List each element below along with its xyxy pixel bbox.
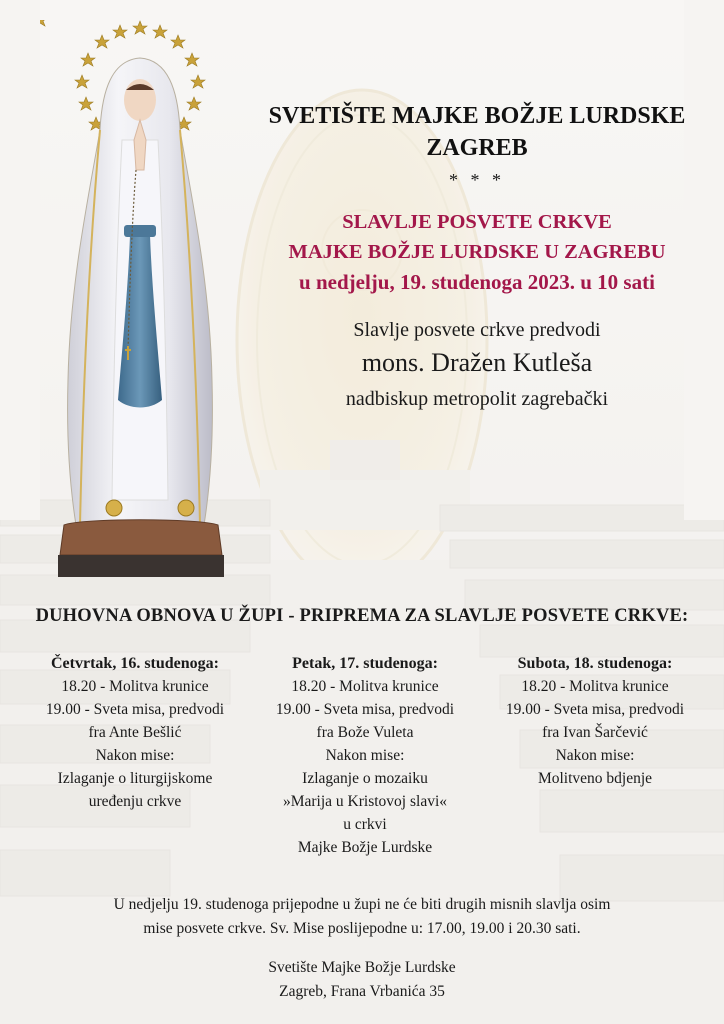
day-line: 19.00 - Sveta misa, predvodi [45,701,225,718]
note-line-1: U nedjelju 19. studenoga prijepodne u župi ne će biti drugih misnih slavlja osim [113,896,611,913]
day-line: uređenju crkve [88,793,182,810]
day-line: Izlaganje o liturgijskome [57,770,213,787]
footer-line-2: Zagreb, Frana Vrbanića 35 [279,983,445,1000]
day-line: 19.00 - Sveta misa, predvodi [505,701,685,718]
day-line: Nakon mise: [95,747,175,764]
day-line: 19.00 - Sveta misa, predvodi [275,701,455,718]
note-line-2: mise posvete crkve. Sv. Mise poslijepodne u: 17.00, 19.00 i 20.30 sati. [143,920,581,937]
day-column [20,652,250,859]
day-line: fra Bože Vuleta [316,724,414,741]
day-line: Nakon mise: [325,747,405,764]
celebrant-name: mons. Dražen Kutleša [361,348,593,377]
day-line: 18.20 - Molitva krunice [61,678,209,695]
footer-line-1: Svetište Majke Božje Lurdske [268,959,456,976]
day-name: Četvrtak, 16. studenoga: [51,655,219,672]
event-line-1: SLAVLJE POSVETE CRKVE [342,211,612,233]
page-title [230,100,724,164]
mass-schedule-note [40,893,684,941]
celebrant-lead: Slavlje posvete crkve predvodi [353,319,601,341]
celebrant-role: nadbiskup metropolit zagrebački [345,388,609,410]
event-line-2: MAJKE BOŽJE LURDSKE U ZAGREBU [288,241,666,263]
day-column [250,652,480,859]
event-heading [230,207,724,297]
separator: * * * [449,170,505,190]
footer-address [0,956,724,1004]
day-name: Subota, 18. studenoga: [517,655,673,672]
day-line: Molitveno bdjenje [537,770,653,787]
retreat-title: DUHOVNA OBNOVA U ŽUPI - PRIPREMA ZA SLAVLJE POSVETE CRKVE: [35,606,689,626]
day-line: 18.20 - Molitva krunice [291,678,439,695]
title-line-1: SVETIŠTE MAJKE BOŽJE LURDSKE [268,103,686,129]
day-line: 18.20 - Molitva krunice [521,678,669,695]
day-line: u crkvi [343,816,387,833]
event-date: u nedjelju, 19. studenoga 2023. u 10 sati [299,270,655,294]
day-line: »Marija u Kristovoj slavi« [282,793,448,810]
day-line: fra Ivan Šarčević [542,724,648,741]
day-column [480,652,710,859]
header [230,100,724,411]
day-line: Nakon mise: [555,747,635,764]
day-line: Izlaganje o mozaiku [302,770,428,787]
day-name: Petak, 17. studenoga: [292,655,438,672]
retreat-days [20,652,710,859]
title-line-2: ZAGREB [426,135,528,161]
our-lady-of-lourdes-statue [40,20,240,580]
day-line: fra Ante Bešlić [88,724,182,741]
day-line: Majke Božje Lurdske [297,839,433,856]
